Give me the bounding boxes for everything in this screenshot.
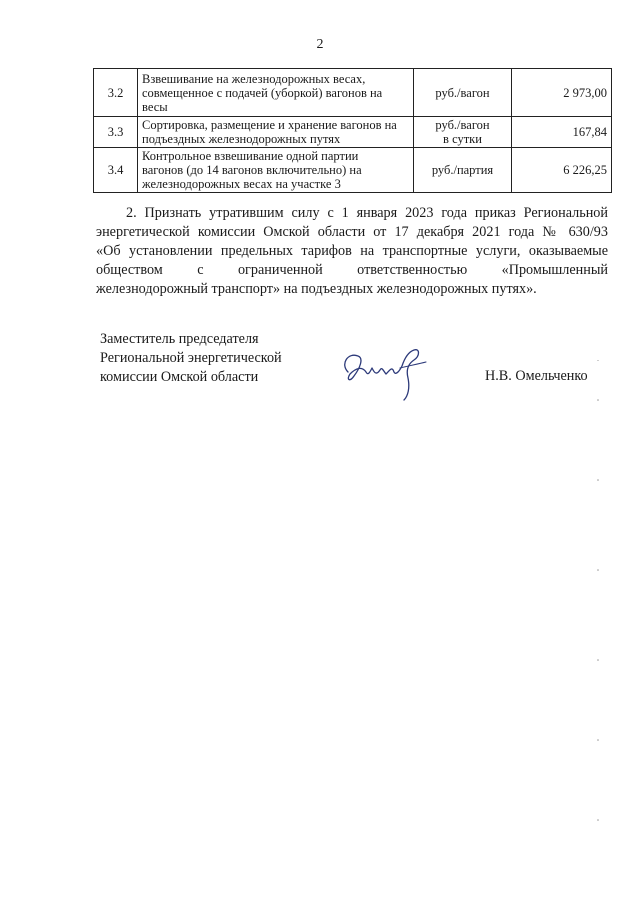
position-line: комиссии Омской области [100, 369, 259, 385]
service-line: Контрольное взвешивание одной партии [142, 149, 359, 163]
handwritten-signature [338, 338, 434, 402]
table-row [94, 69, 612, 117]
service-line: вагонов (до 14 вагонов включительно) на [142, 163, 362, 177]
row-number: 3.2 [94, 69, 138, 117]
page-number: 2 [316, 37, 324, 52]
service-line: весы [142, 99, 168, 114]
unit-line: в сутки [443, 132, 482, 146]
signatory-name: Н.В. Омельченко [485, 368, 588, 384]
paragraph-line: железнодорожный транспорт» на подъездных железнодорожных путях». [96, 281, 537, 297]
service-line: Взвешивание на железнодорожных весах, [142, 71, 366, 86]
position-line: Региональной энергетической [100, 350, 282, 366]
tariffs-table-body [94, 69, 612, 193]
unit-of-measure [414, 117, 512, 148]
service-description [138, 69, 414, 117]
unit-line: руб./партия [431, 163, 494, 177]
service-description [138, 148, 414, 193]
position-line: Заместитель председателя [100, 331, 259, 347]
table-row [94, 148, 612, 193]
row-number: 3.3 [94, 117, 138, 148]
tariff-price: 167,84 [512, 117, 612, 148]
tariff-price: 2 973,00 [512, 69, 612, 117]
paragraph-line: 2. Признать утратившим силу с 1 января 2023 года приказ Региональной [126, 205, 608, 221]
paragraph-line: обществом с ограниченной ответственностью «Промышленный [96, 262, 608, 278]
unit-line: руб./вагон [435, 118, 490, 132]
unit-of-measure [414, 69, 512, 117]
paragraph-line: энергетической комиссии Омской области от 17 декабря 2021 года № 630/93 [96, 224, 608, 240]
row-number: 3.4 [94, 148, 138, 193]
service-description [138, 117, 414, 148]
service-line: Сортировка, размещение и хранение вагонов на [142, 118, 397, 132]
signatory-position [100, 330, 282, 387]
table-row [94, 117, 612, 148]
tariff-price: 6 226,25 [512, 148, 612, 193]
repeal-paragraph [96, 204, 608, 299]
scan-edge-marks [596, 360, 600, 880]
paragraph-line: «Об установлении предельных тарифов на транспортные услуги, оказываемые [96, 243, 608, 259]
service-line: железнодорожных весах на участке 3 [142, 177, 341, 191]
tariffs-table [93, 68, 612, 193]
service-line: подъездных железнодорожных путях [142, 132, 341, 146]
service-line: совмещенное с подачей (уборкой) вагонов на [142, 85, 383, 100]
unit-line: руб./вагон [435, 85, 490, 100]
unit-of-measure [414, 148, 512, 193]
